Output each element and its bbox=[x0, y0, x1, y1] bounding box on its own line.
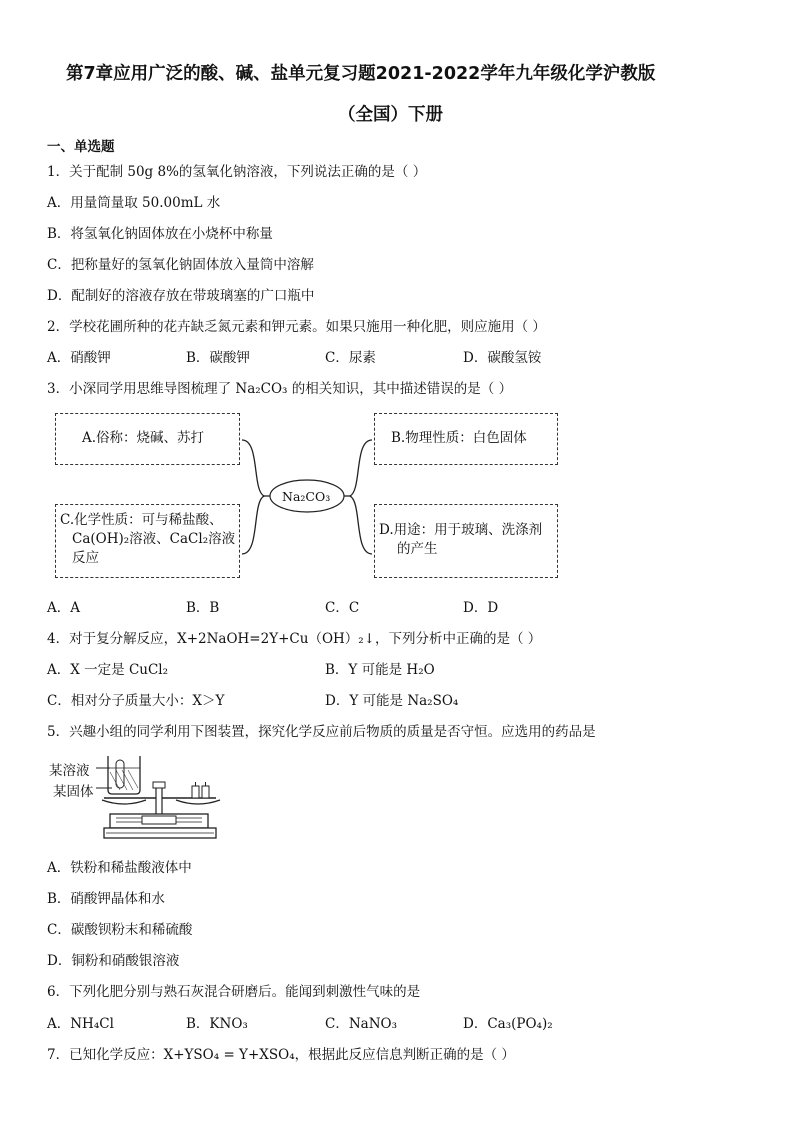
mindmap-center-label: Na₂CO₃ bbox=[282, 489, 331, 504]
mindmap-box-a: A.俗称：烧碱、苏打 bbox=[55, 413, 240, 465]
q3-option-d: D．D bbox=[463, 600, 499, 616]
q2-option-a: A．硝酸钾 bbox=[47, 350, 111, 366]
q6-stem: 6．下列化肥分别与熟石灰混合研磨后。能闻到刺激性气味的是 bbox=[47, 984, 421, 1000]
q3-option-b: B．B bbox=[186, 600, 220, 616]
q4-option-a: A．X 一定是 CuCl₂ bbox=[47, 662, 169, 678]
q3-stem: 3．小深同学用思维导图梳理了 Na₂CO₃ 的相关知识，其中描述错误的是（ ） bbox=[47, 381, 513, 397]
q1-option-c: C．把称量好的氢氧化钠固体放入量筒中溶解 bbox=[47, 257, 314, 273]
mindmap-box-b: B.物理性质：白色固体 bbox=[374, 413, 558, 465]
q5-option-b: B．硝酸钾晶体和水 bbox=[47, 891, 165, 907]
q2-option-c: C．尿素 bbox=[325, 350, 376, 366]
q6-option-a: A．NH₄Cl bbox=[47, 1016, 114, 1032]
q2-option-b: B．碳酸钾 bbox=[186, 350, 250, 366]
section-heading: 一、单选题 bbox=[47, 139, 115, 155]
q1-option-b: B．将氢氧化钠固体放在小烧杯中称量 bbox=[47, 226, 273, 242]
q4-option-d: D．Y 可能是 Na₂SO₄ bbox=[325, 693, 459, 709]
mindmap-box-c: C.化学性质：可与稀盐酸、 Ca(OH)₂溶液、CaCl₂溶液 反应 bbox=[55, 504, 240, 578]
q1-option-d: D．配制好的溶液存放在带玻璃塞的广口瓶中 bbox=[47, 288, 315, 304]
q6-option-c: C．NaNO₃ bbox=[325, 1016, 397, 1032]
q4-option-c: C．相对分子质量大小：X＞Y bbox=[47, 693, 225, 709]
page-title-line1: 第7章应用广泛的酸、碱、盐单元复习题2021-2022学年九年级化学沪教版 bbox=[66, 64, 656, 84]
q5-option-d: D．铜粉和硝酸银溶液 bbox=[47, 953, 180, 969]
q5-option-a: A．铁粉和稀盐酸液体中 bbox=[47, 860, 192, 876]
q6-option-b: B．KNO₃ bbox=[186, 1016, 248, 1032]
q4-option-b: B．Y 可能是 H₂O bbox=[325, 662, 435, 678]
label-solid: 某固体 bbox=[53, 784, 94, 800]
q5-option-c: C．碳酸钡粉末和稀硫酸 bbox=[47, 922, 193, 938]
q2-stem: 2．学校花圃所种的花卉缺乏氮元素和钾元素。如果只施用一种化肥，则应施用（ ） bbox=[47, 319, 546, 335]
q1-option-a: A．用量筒量取 50.00mL 水 bbox=[47, 195, 221, 211]
q3-option-a: A．A bbox=[47, 600, 80, 616]
page-title-line2: （全国）下册 bbox=[338, 105, 443, 125]
q7-stem: 7．已知化学反应：X+YSO₄ = Y+XSO₄，根据此反应信息判断正确的是（ ） bbox=[47, 1047, 515, 1063]
q6-option-d: D．Ca₃(PO₄)₂ bbox=[463, 1016, 553, 1032]
q4-stem: 4．对于复分解反应，X+2NaOH=2Y+Cu（OH）₂↓，下列分析中正确的是（ ） bbox=[47, 631, 542, 647]
q3-option-c: C．C bbox=[325, 600, 360, 616]
mindmap-box-d: D.用途：用于玻璃、洗涤剂 的产生 bbox=[374, 504, 558, 578]
q5-stem: 5．兴趣小组的同学利用下图装置，探究化学反应前后物质的质量是否守恒。应选用的药品是 bbox=[47, 724, 596, 740]
q1-stem: 1．关于配制 50g 8%的氢氧化钠溶液，下列说法正确的是（ ） bbox=[47, 164, 427, 180]
q2-option-d: D．碳酸氢铵 bbox=[463, 350, 542, 366]
balance-apparatus-image bbox=[96, 750, 226, 848]
label-solution: 某溶液 bbox=[49, 763, 90, 779]
